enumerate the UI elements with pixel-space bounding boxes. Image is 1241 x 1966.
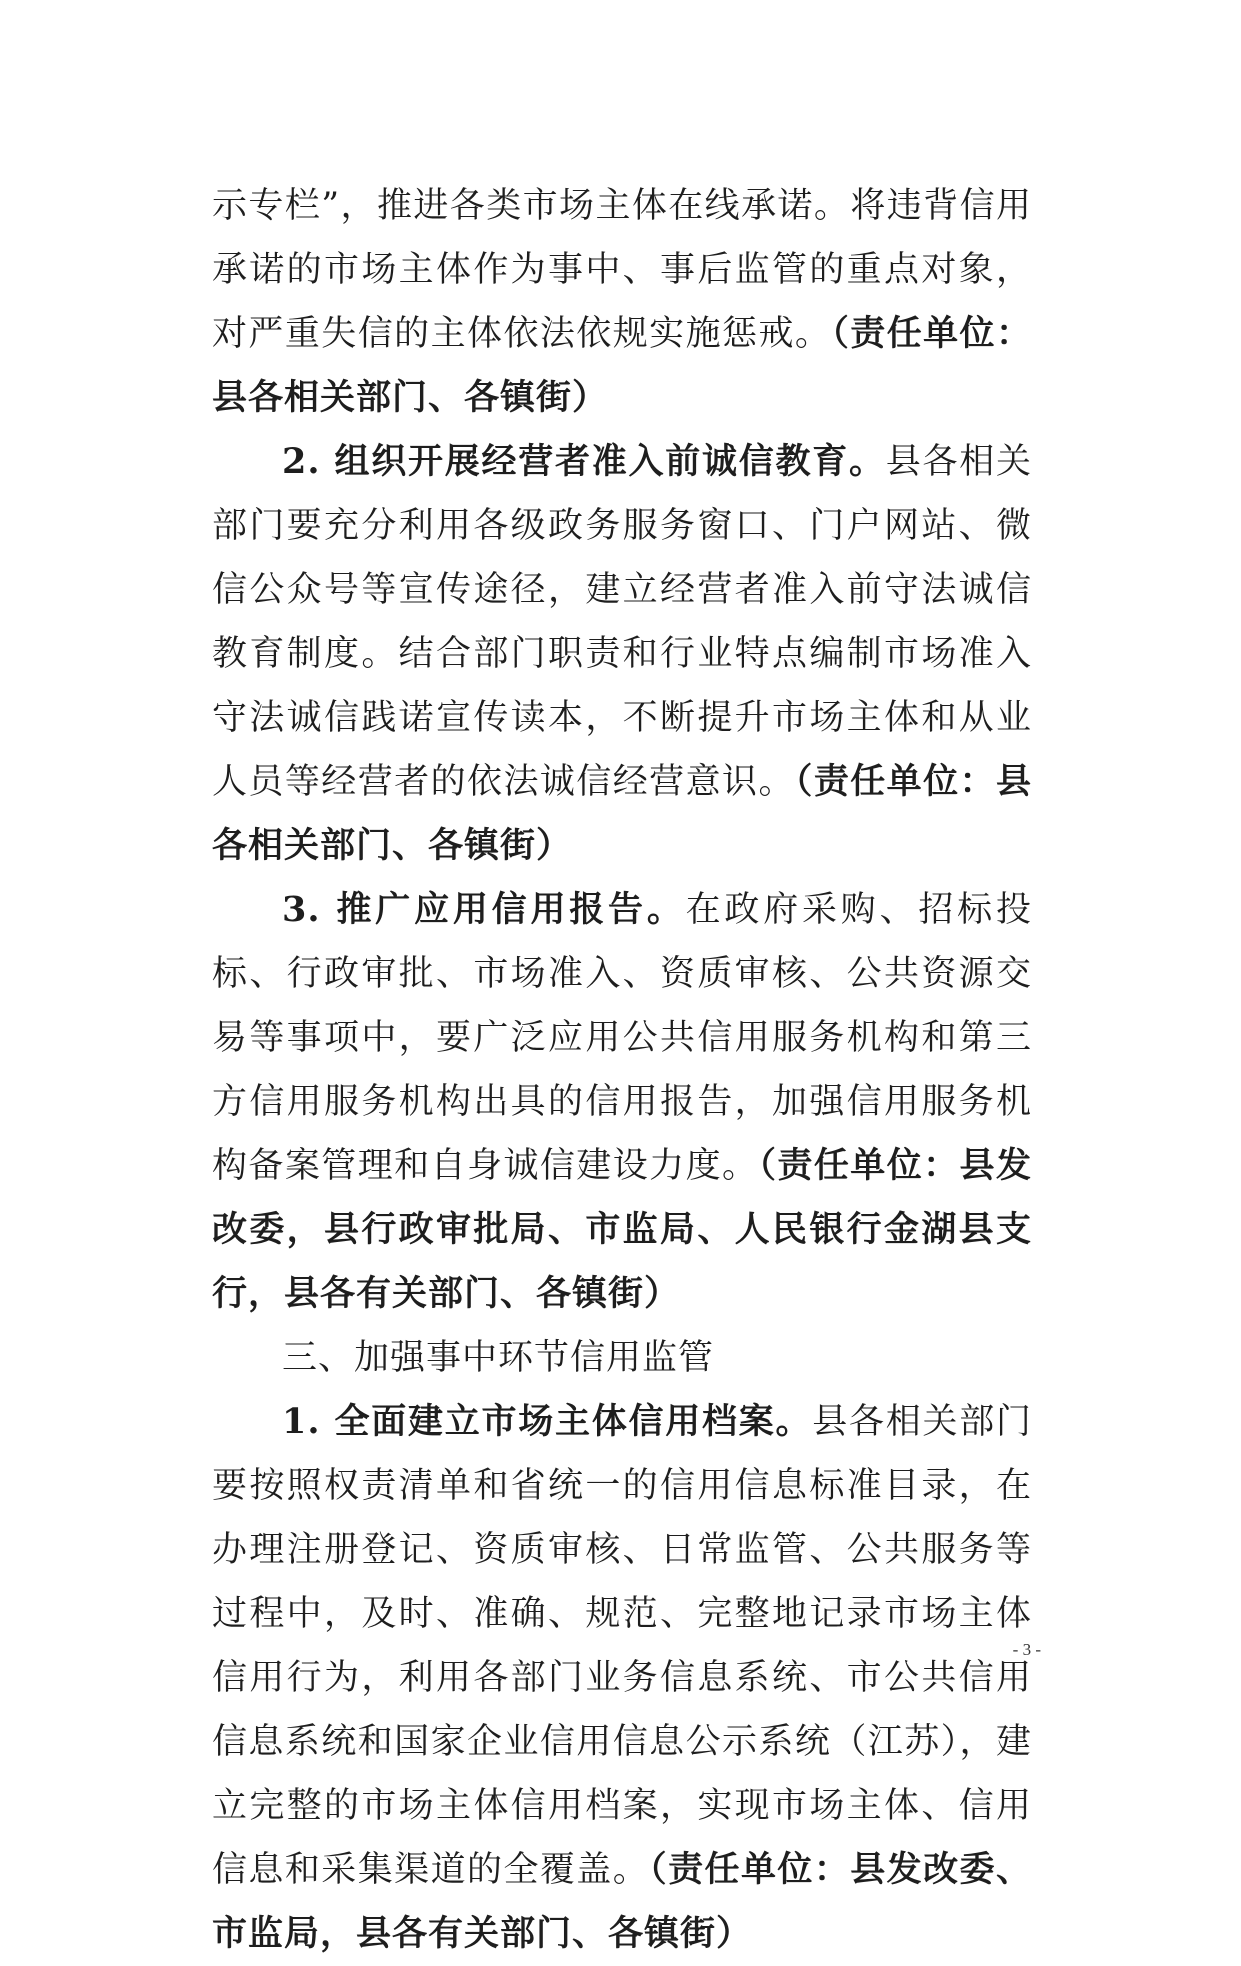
paragraph-credit-report [212,878,1032,1326]
responsibility-note: （责任单位：县发改委、市监局，县各有关部门、各镇街） [212,1849,1032,1954]
paragraph-text: 县各相关部门要充分利用各级政务服务窗口、门户网站、微信公众号等宣传途径，建立经营者准入前守法诚信教育制度。结合部门职责和行业特点编制市场准入守法诚信践诺宣传读本，不断提升市场主体和从业人员等经营者的依法诚信经营意识。 [212,442,1032,802]
paragraph-text: 在政府采购、招标投标、行政审批、市场准入、资质审核、公共资源交易等事项中，要广泛应用公共信用服务机构和第三方信用服务机构出具的信用报告，加强信用服务机构备案管理和自身诚信建设力度。 [212,890,1032,1186]
page-number: - 3 - [1012,1640,1041,1659]
paragraph-text: 示专栏”，推进各类市场主体在线承诺。将违背信用承诺的市场主体作为事中、事后监管的重点对象，对严重失信的主体依法依规实施惩戒。 [212,186,1032,354]
responsibility-note: （责任单位：县各相关部门、各镇街） [212,313,1032,418]
paragraph-integrity-education [212,430,1032,878]
document-body [212,174,1032,1966]
section-heading: 三、加强事中环节信用监管 [282,1338,715,1378]
paragraph-lead: 1. 全面建立市场主体信用档案。 [282,1401,813,1442]
paragraph-text: 县各相关部门要按照权责清单和省统一的信用信息标准目录，在办理注册登记、资质审核、日常监管、公共服务等过程中，及时、准确、规范、完整地记录市场主体信用行为，利用各部门业务信息系统、市公共信用信息系统和国家企业信用信息公示系统（江苏），建立完整的市场主体信用档案，实现市场主体、信用信息和采集渠道的全覆盖。 [212,1402,1032,1890]
paragraph-lead: 3. 推广应用信用报告。 [282,889,686,930]
paragraph-continued-commitment [212,174,1032,430]
responsibility-note: （责任单位：县各相关部门、各镇街） [212,761,1032,866]
paragraph-lead: 2. 组织开展经营者准入前诚信教育。 [282,441,886,482]
paragraph-credit-archive [212,1390,1032,1966]
responsibility-note: （责任单位：县发改委，县行政审批局、市监局、人民银行金湖县支行，县各有关部门、各镇街） [212,1145,1032,1314]
